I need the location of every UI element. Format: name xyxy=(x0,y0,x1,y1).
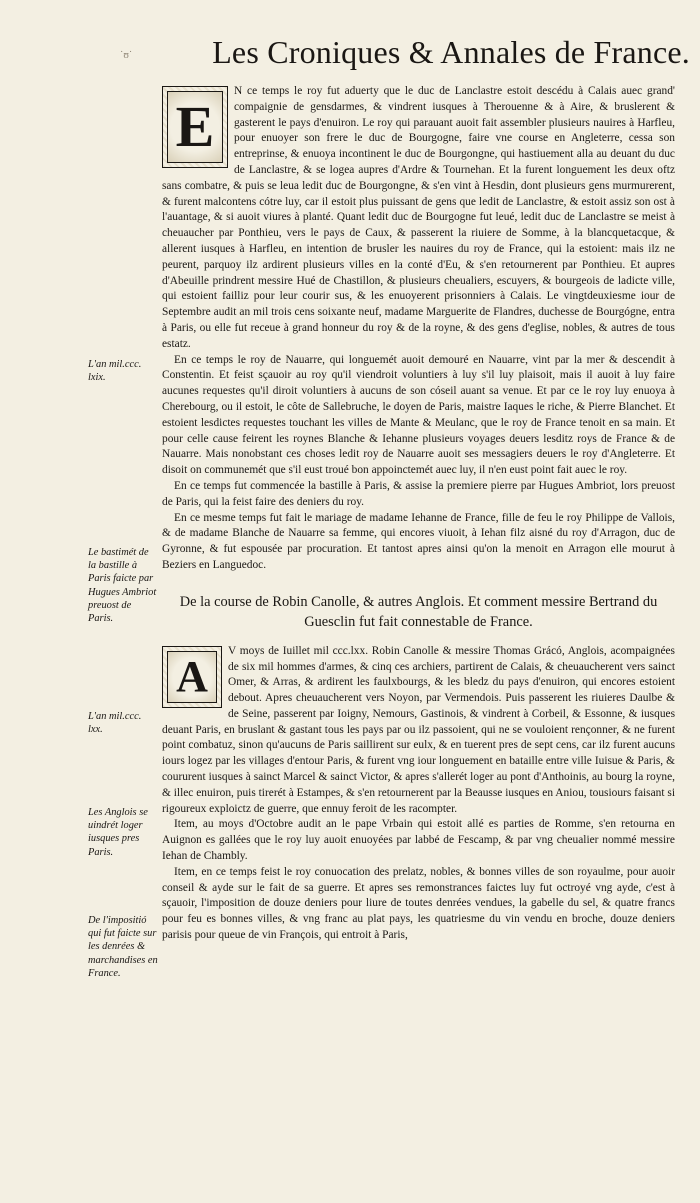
main-text-column xyxy=(162,84,675,944)
paragraph: Item, au moys d'Octobre audit an le pape Vrbain qui estoit allé es parties de Romme, s'en retourna en Auignon es gallées que le roy luy auoit enuoyées par labbé de Fescamp, & par vng cheualier nommé messire Iehan de Chambly. xyxy=(162,818,675,863)
decorated-initial-a xyxy=(162,646,222,708)
running-head: Les Croniques & Annales de France. xyxy=(212,34,690,70)
paragraph: En ce mesme temps fut fait le mariage de madame Iehanne de France, fille de feu le roy Philippe de Vallois, & de madame Blanche de Nauarre sa femme, qui encores viuoit, à Iehan filz aisné du roy d'Arragon, duc de Gyronne, & fut espousée par procuration. Et tantost apres ainsi qu'on la menoit en Arragon elle mourut à Beziers en Languedoc. xyxy=(162,511,675,571)
paragraph: V moys de Iuillet mil ccc.lxx. Robin Canolle & messire Thomas Grácó, Anglois, acompaignées de six mil hommes d'armes, & cinq ces archiers, partirent de Calais, & cheuaucherent vers sainct Omer, & Arras, & ardirent les faulxbourgs, & les bledz du pays d'enuiron, qui encores estoient debout. Apres cheuaucherent vers Noyon, par Vermendois. Puis passerent les riuieres Daulbe & de Seine, passerent par Ioigny, Nemours, Gastinois, & vindrent à Corbeil, & Essonne, & iusques deuant Paris, en bruslant & gastant tous les pays par ou ilz passoient, qui ne se vouloient rençonner, & ne furent point combatuz, sinon qu'aucuns de Paris saillirent sur eulx, & en tuerent pres de sept cens, car ilz furent aucuns iours logez par les villages d'entour Paris, & furent vng iour longuement en bataille entre ville Iuisue & Paris, & coururent iusques à sainct Marcel & sainct Victor, & apres s'allerét loger au pont d'Anthoinis, au bourg la royne, & illec enuiron, puis tirerét à Estampes, & s'en retournerent par la Beausse iusques en Aniou, tousiours faisant si rigoureux exploictz de guerre, que ennuy feroit de les racompter. xyxy=(162,644,675,815)
margin-note-bastille: Le bastimét de la bastille à Paris faicte par Hugues Ambriot preuost de Paris. xyxy=(88,547,157,625)
paragraph: Item, en ce temps feist le roy conuocation des prelatz, nobles, & bonnes villes de son royaulme, pour auoir conseil & ayde sur le fait de sa guerre. Et apres ses remonstrances faictes luy fut octroyé vng ayde, c'est à sçauoir, l'imposition de douze deniers pour liure de toutes denrées vendues, la gabelle du sel, & quatre francs pour feu es bonnes villes, & vng franc au plat pays, les quatriesme du vin vendu en broche, douze deniers parisis pour queue de vin François, qui entroit à Paris, xyxy=(162,865,675,942)
margin-note-imposition: De l'impositió qui fut faicte sur les denrées & marchandises en France. xyxy=(88,915,158,979)
paragraph: En ce temps le roy de Nauarre, qui longuemét auoit demouré en Nauarre, vint par la mer & descendit à Constentin. Et feist sçauoir au roy qu'il viendroit voluntiers à luy s'il luy plaisoit, mais il auoit à luy faire aucunes requestes qu'il diroit voluntiers à aucuns de son cóseil auant sa venue. Et par ce le roy luy enuoya à Cherebourg, ou il estoit, le côte de Sallebruche, le doyen de Paris, maistre Iaques le riche, & Pierre Blanchet. Et estoient lesdictes requestes touchant les villes de Mante & Meulanc, que le roy de France tenoit en sa main. Et pour celle cause feirent les roynes Blanche & Iehanne plusieurs voyages deuers lesditz roys de France & de Nauarre. Mais nonobstant ces choses ledit roy de Nauarre auoit ses messagiers deuers le roy d'Angleterre. Et disoit on communemét que s'il eust troué bon appoinctemét auec luy, il n'en eust point fait auec le roy. xyxy=(162,353,675,477)
paragraph: N ce temps le roy fut aduerty que le duc de Lanclastre estoit descédu à Calais auec grand' compaignie de gensdarmes, & vindrent iusques à Therouenne & à Aire, & bruslerent & gasterent le pays d'enuiron. Le roy qui parauant auoit fait assembler plusieurs nauires à Harfleu, pour enuoyer son frere le duc de Bourgogne, faire vne course en Angleterre, cessa son entreprinse, & enuoya incontinent le duc de Bourgongne, qui hastiuement alla au deuant du duc de Lanclastre, & se logea aupres d'Ardre & Tournehan. Et la furent longuement les deux oftz sans combatre, & puis se leua ledit duc de Bourgongne, & s'en vint à Hesdin, dont plusieurs gens murmurerent, & furent malcontens cótre luy, car il estoit plus puissant de gens que ledit de Lanclastre, & estoit assiz son ost à l'auantage, & si auoit viures à planté. Quant ledit duc de Bourgogne fut leué, ledit duc de Lanclastre se meist à cheuaucher par Ponthieu, vers le pays de Caux, & passerent la riuiere de Somme, à la blancquetacque, & allerent iusques à Harfleu, en intention de brusler les nauires du roy de France, qui la estoient: mais ilz ne peurent, parquoy ilz ardirent plusieurs villes en la conté d'Eu, & s'en retournerent par Ponthieu. Et aupres d'Abeuille prindrent messire Hué de Chastillon, & plusieurs cheualiers, escuyers, & bourgeois de ladicte ville, qui estoient failliz pour leur courir sus, & les enuoyerent prisonniers à Calais. Le vingtdeuxiesme iour de Septembre audit an mil trois cens soixante neuf, madame Marguerite de Flandres, duchesse de Bourgógne, entra à Paris, ou elle fut receue à grand honneur du roy & de la royne, & des gens d'eglise, nobles, & autres de tous estatz. xyxy=(162,85,675,350)
initial-letter: E xyxy=(167,91,223,163)
margin-note-anglois: Les Anglois se uindrét loger iusques pres Paris. xyxy=(88,807,148,858)
initial-letter: A xyxy=(167,651,217,703)
page-mark: ˙ʊ˙ xyxy=(120,50,133,61)
paragraph: En ce temps fut commencée la bastille à Paris, & assise la premiere pierre par Hugues Ambriot, lors preuost de Paris, qui la feist faire des deniers du roy. xyxy=(162,479,675,508)
chapter-title: De la course de Robin Canolle, & autres Anglois. Et comment messire Bertrand du Guesclin fut fait connestable de France. xyxy=(179,593,658,630)
margin-note-year-1369: L'an mil.ccc. lxix. xyxy=(88,359,142,384)
margin-note-year-1370: L'an mil.ccc. lxx. xyxy=(88,711,142,736)
decorated-initial-e xyxy=(162,86,228,168)
